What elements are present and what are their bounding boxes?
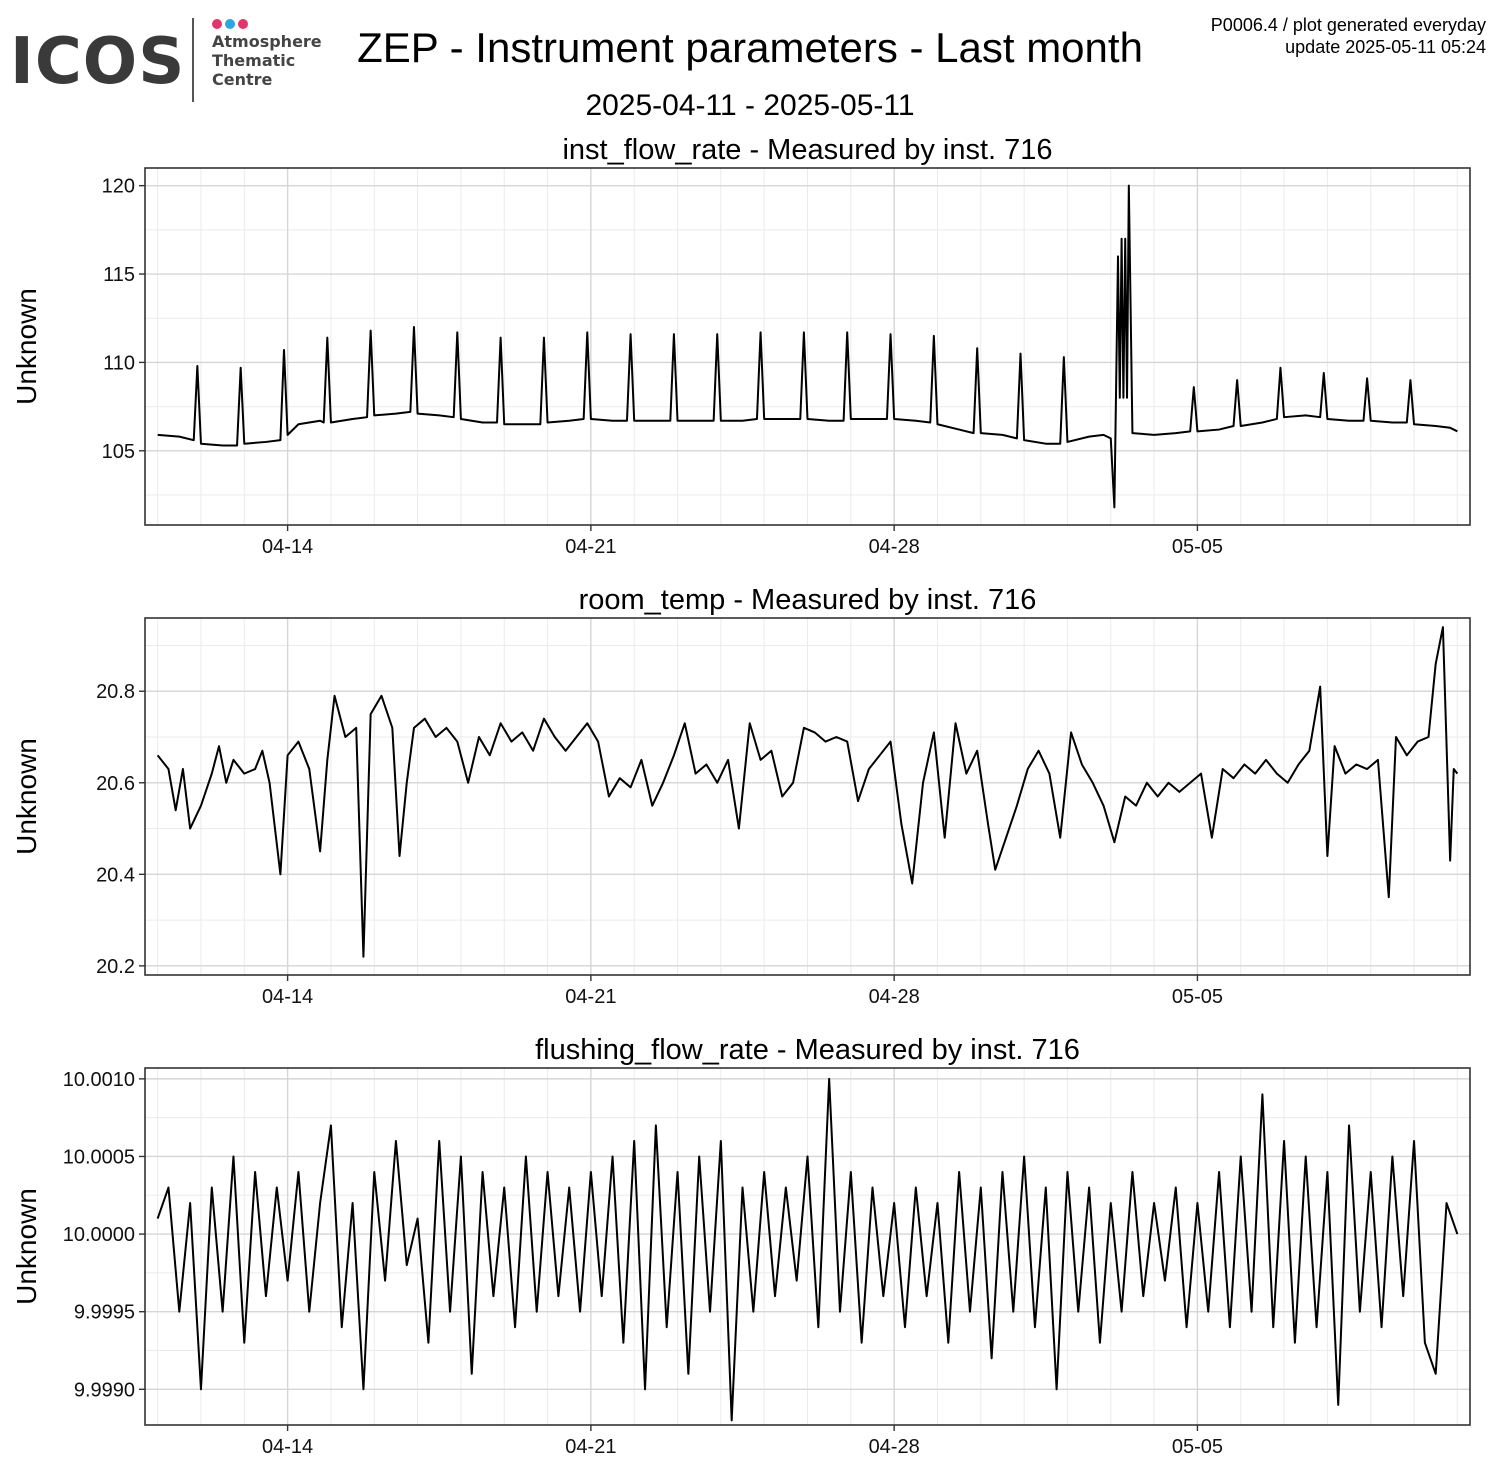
panel-1 — [11, 134, 1470, 558]
y-tick-label: 110 — [103, 352, 135, 375]
x-tick-label: 04-14 — [262, 986, 314, 1008]
y-axis-label: Unknown — [11, 288, 42, 405]
x-tick-label: 04-28 — [868, 986, 920, 1008]
date-range: 2025-04-11 - 2025-05-11 — [585, 89, 915, 122]
x-tick-label: 04-21 — [565, 1436, 617, 1458]
x-tick-label: 04-28 — [868, 1436, 920, 1458]
panel-2 — [11, 584, 1470, 1008]
y-tick-label: 20.2 — [96, 955, 135, 978]
meta-generated: P0006.4 / plot generated everyday — [1210, 15, 1486, 35]
x-tick-label: 04-28 — [868, 536, 920, 558]
meta-update: update 2025-05-11 05:24 — [1285, 37, 1486, 57]
y-tick-label: 10.0010 — [62, 1068, 135, 1091]
y-tick-label: 115 — [103, 264, 135, 287]
y-tick-label: 20.8 — [96, 681, 135, 704]
x-tick-label: 05-05 — [1171, 1436, 1223, 1458]
y-tick-label: 9.9990 — [73, 1379, 135, 1402]
y-tick-label: 20.4 — [96, 864, 135, 887]
x-tick-label: 05-05 — [1171, 986, 1223, 1008]
panel-3 — [11, 1034, 1470, 1458]
y-tick-label: 20.6 — [96, 772, 135, 795]
logo-line-3: Centre — [212, 70, 273, 89]
x-tick-label: 05-05 — [1171, 536, 1223, 558]
x-tick-label: 04-21 — [565, 986, 617, 1008]
y-axis-label: Unknown — [11, 738, 42, 855]
x-tick-label: 04-14 — [262, 1436, 314, 1458]
logo-line-1: Atmosphere — [212, 32, 322, 51]
y-tick-label: 10.0000 — [62, 1224, 135, 1247]
panel-title: room_temp - Measured by inst. 716 — [578, 584, 1037, 616]
page-title: ZEP - Instrument parameters - Last month — [357, 24, 1143, 71]
logo-wordmark: ICOS — [10, 25, 186, 99]
panel-title: flushing_flow_rate - Measured by inst. 716 — [535, 1034, 1080, 1066]
y-tick-label: 9.9995 — [73, 1301, 135, 1324]
y-tick-label: 105 — [101, 440, 135, 463]
x-tick-label: 04-21 — [565, 536, 617, 558]
x-tick-label: 04-14 — [262, 536, 314, 558]
y-tick-label: 120 — [101, 175, 135, 198]
logo-line-2: Thematic — [212, 51, 296, 70]
y-axis-label: Unknown — [11, 1188, 42, 1305]
y-tick-label: 10.0005 — [62, 1146, 135, 1169]
panel-title: inst_flow_rate - Measured by inst. 716 — [562, 134, 1053, 166]
